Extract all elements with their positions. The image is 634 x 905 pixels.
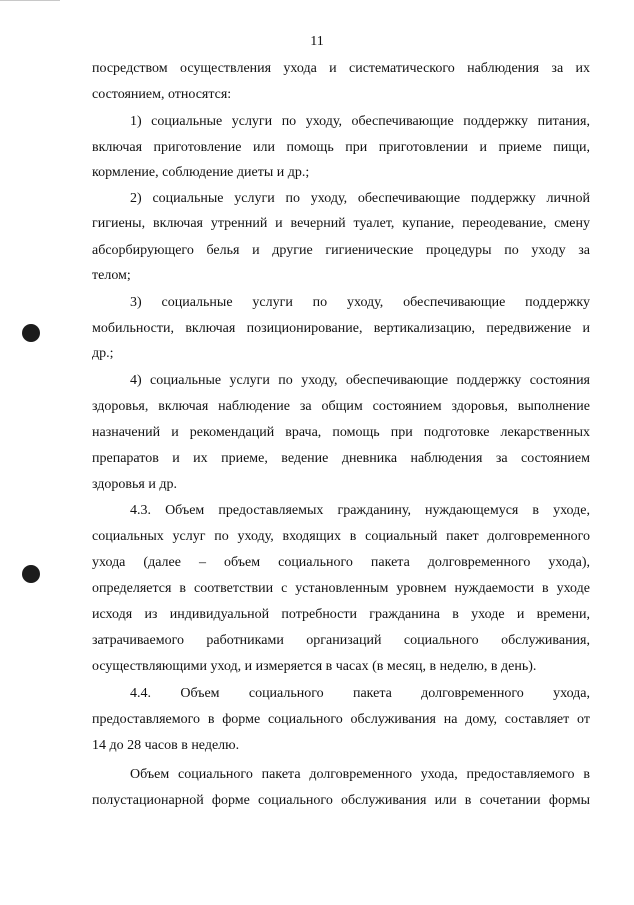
text-line: назначений и рекомендаций врача, помощь при подготовке лекарственных — [92, 425, 590, 440]
top-edge-rule — [0, 0, 60, 1]
text-line: включая приготовление или помощь при приготовлении и приеме пищи, — [92, 140, 590, 155]
text-line: социальных услуг по уходу, входящих в социальный пакет долговременного — [92, 529, 590, 544]
text-line: посредством осуществления ухода и систематического наблюдения за их — [92, 61, 590, 76]
text-line: здоровья и др. — [92, 477, 177, 492]
text-line: здоровья, включая наблюдение за общим состоянием здоровья, выполнение — [92, 399, 590, 414]
text-line: полустационарной форме социального обслуживания или в сочетании формы — [92, 793, 590, 808]
text-line: мобильности, включая позиционирование, вертикализацию, передвижение и — [92, 321, 590, 336]
text-line: 1) социальные услуги по уходу, обеспечивающие поддержку питания, — [130, 114, 590, 129]
text-line: др.; — [92, 346, 114, 361]
text-line: препаратов и их приеме, ведение дневника наблюдения за состоянием — [92, 451, 590, 466]
text-line: гигиены, включая утренний и вечерний туалет, купание, переодевание, смену — [92, 216, 590, 231]
text-line: кормление, соблюдение диеты и др.; — [92, 165, 310, 180]
text-line: состоянием, относятся: — [92, 87, 232, 102]
text-line: 3) социальные услуги по уходу, обеспечивающие поддержку — [130, 295, 590, 310]
punch-hole-mark — [22, 565, 40, 583]
text-line: осуществляющими уход, и измеряется в часах (в месяц, в неделю, в день). — [92, 659, 537, 674]
text-line: 2) социальные услуги по уходу, обеспечивающие поддержку личной — [130, 191, 590, 206]
text-line: ухода (далее – объем социального пакета долговременного ухода), — [92, 555, 590, 570]
text-line: 4.3. Объем предоставляемых гражданину, нуждающемуся в уходе, — [130, 503, 590, 518]
text-line: Объем социального пакета долговременного ухода, предоставляемого в — [130, 767, 590, 782]
text-line: определяется в соответствии с установленным уровнем нуждаемости в уходе — [92, 581, 590, 596]
text-line: абсорбирующего белья и другие гигиенические процедуры по уходу за — [92, 243, 590, 258]
punch-hole-mark — [22, 324, 40, 342]
text-line: исходя из индивидуальной потребности гражданина в уходе и времени, — [92, 607, 590, 622]
text-line: затрачиваемого работниками организаций социального обслуживания, — [92, 633, 590, 648]
page-number: 11 — [310, 34, 324, 49]
text-line: телом; — [92, 268, 131, 283]
text-line: 4.4. Объем социального пакета долговременного ухода, — [130, 686, 590, 701]
text-line: 4) социальные услуги по уходу, обеспечивающие поддержку состояния — [130, 373, 590, 388]
text-line: предоставляемого в форме социального обслуживания на дому, составляет от — [92, 712, 590, 727]
text-line: 14 до 28 часов в неделю. — [92, 738, 240, 753]
